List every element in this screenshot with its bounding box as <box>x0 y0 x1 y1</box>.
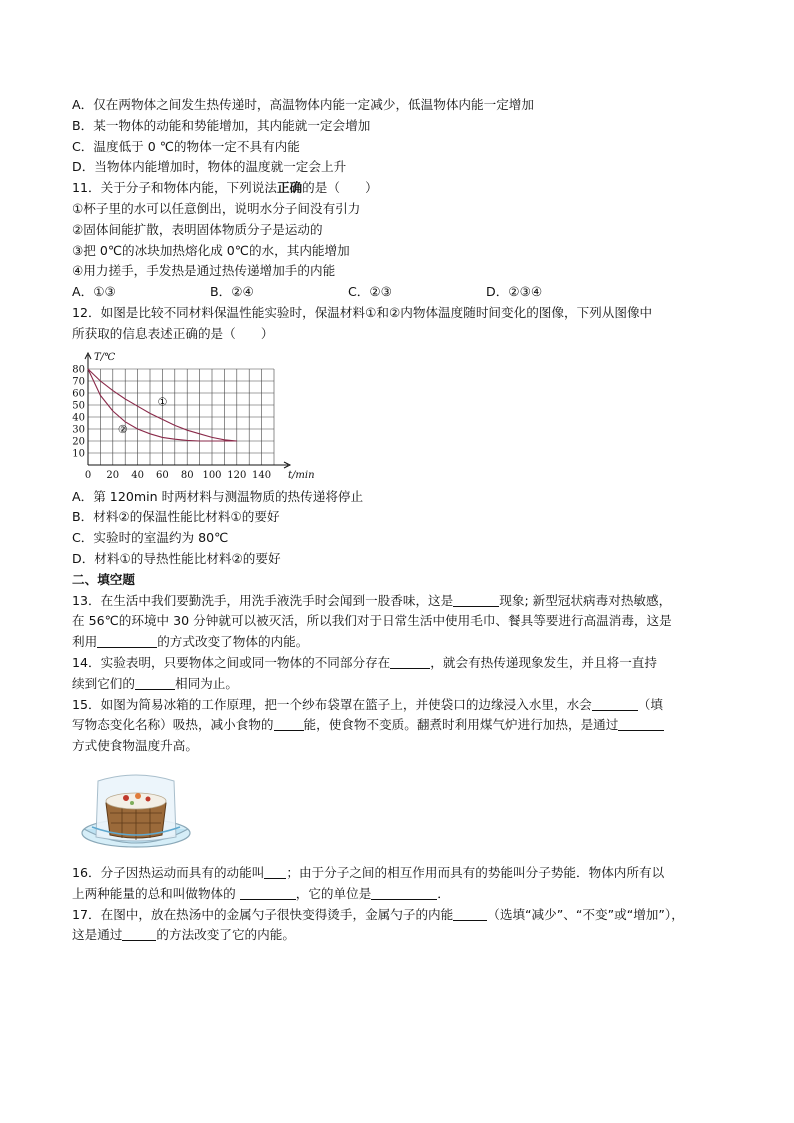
q16-blank-1[interactable] <box>264 864 286 879</box>
q16-line2: 上两种能量的总和叫做物体的 ，它的单位是 ． <box>72 885 450 901</box>
q15-line3: 方式使食物温度升高。 <box>72 738 198 754</box>
chart-axes <box>85 353 290 468</box>
section-title-fill-in: 二、填空题 <box>72 571 135 587</box>
y-axis-label: T/℃ <box>94 351 116 363</box>
x-axis-label: t/min <box>288 469 315 481</box>
q17-blank-1[interactable] <box>453 906 487 921</box>
x-tick-label: 120 <box>227 469 247 481</box>
y-tick-label: 80 <box>72 364 85 376</box>
y-tick-label: 50 <box>72 400 85 412</box>
y-tick-label: 70 <box>72 376 85 388</box>
q13-line2: 在 56℃的环境中 30 分钟就可以被灭活，所以我们对于日常生活中使用毛巾、餐具等要进行高温消毒，这是 <box>72 613 672 629</box>
q15-blank-1[interactable] <box>592 696 638 711</box>
q10-option-a: A．仅在两物体之间发生热传递时，高温物体内能一定减少，低温物体内能一定增加 <box>72 97 534 112</box>
q14-blank-2[interactable] <box>135 675 175 690</box>
y-tick-label: 20 <box>72 436 85 448</box>
q11-option-b: B．②④ <box>210 284 254 300</box>
q17-line1: 17．在图中，放在热汤中的金属勺子很快变得烫手，金属勺子的内能 （选填“减少”、“不变”或“增加”）， <box>72 906 684 922</box>
q11-stem: 11．关于分子和物体内能，下列说法正确的是（ ） <box>72 180 378 196</box>
q14-line2: 续到它们的 相同为止。 <box>72 675 238 691</box>
q13-blank-2[interactable] <box>97 633 157 648</box>
x-tick-label: 0 <box>84 469 92 481</box>
q15-blank-3[interactable] <box>618 716 664 731</box>
q11-option-a: A．①③ <box>72 284 116 300</box>
x-tick-label: 60 <box>156 469 169 481</box>
x-tick-label: 100 <box>202 469 222 481</box>
q12-stem-line1: 12．如图是比较不同材料保温性能实验时，保温材料①和②内物体温度随时间变化的图像，下列从图像中 <box>72 304 653 320</box>
chart-grid <box>88 369 274 465</box>
q12-option-b: B．材料②的保温性能比材料①的要好 <box>72 509 280 525</box>
q11-option-c: C．②③ <box>348 284 392 300</box>
x-tick-label: 80 <box>180 469 194 481</box>
x-tick-label: 140 <box>252 469 272 481</box>
q12-option-d: D．材料①的导热性能比材料②的要好 <box>72 550 281 566</box>
series-label-1: ① <box>157 394 168 408</box>
q16-blank-2[interactable] <box>240 885 296 900</box>
q14-line1: 14．实验表明，只要物体之间或同一物体的不同部分存在 ，就会有热传递现象发生，并且将一直持 <box>72 654 657 670</box>
basket-in-water-illustration <box>76 765 196 857</box>
q11-statement-4: ④用力搓手，手发热是通过热传递增加手的内能 <box>72 263 336 279</box>
q15-blank-2[interactable] <box>274 716 304 731</box>
q13-line1: 13．在生活中我们要勤洗手，用洗手液洗手时会闻到一股香味，这是 现象; 新型冠状病毒对热敏感， <box>72 592 672 608</box>
y-tick-label: 10 <box>72 448 85 460</box>
series-label-2: ② <box>117 422 128 436</box>
q11-statement-2: ②固体间能扩散，表明固体物质分子是运动的 <box>72 221 323 237</box>
q12-option-c: C．实验时的室温约为 80℃ <box>72 530 229 546</box>
q16-blank-3[interactable] <box>371 885 437 900</box>
q11-option-d: D．②③④ <box>486 284 543 300</box>
q15-line1: 15．如图为简易冰箱的工作原理，把一个纱布袋罩在篮子上，并使袋口的边缘浸入水里，水会 （填 <box>72 696 663 712</box>
q11-statement-1: ①杯子里的水可以任意倒出，说明水分子间没有引力 <box>72 200 361 216</box>
simple-fridge-illustration <box>76 765 732 857</box>
exam-page <box>72 95 732 946</box>
temperature-time-graph <box>72 349 315 485</box>
q11-options <box>72 282 732 303</box>
q17-line2: 这是通过 的方法改变了它的内能。 <box>72 927 295 943</box>
y-tick-label: 60 <box>72 388 85 400</box>
y-tick-label: 40 <box>72 412 85 424</box>
q17-blank-2[interactable] <box>122 926 156 941</box>
q15-line2: 写物态变化名称）吸热，减小食物的 能，使食物不变质。翻煮时利用煤气炉进行加热，是通过 <box>72 715 732 736</box>
q12-stem-line2: 所获取的信息表述正确的是（ ） <box>72 325 274 341</box>
q14-blank-1[interactable] <box>390 654 430 669</box>
q16-line1: 16．分子因热运动而具有的动能叫 ；由于分子之间的相互作用而具有的势能叫分子势能．物体内所有以 <box>72 864 665 880</box>
q13-blank-1[interactable] <box>453 592 499 607</box>
x-tick-label: 20 <box>106 469 120 481</box>
x-tick-label: 40 <box>131 469 144 481</box>
q10-option-d: D．当物体内能增加时，物体的温度就一定会上升 <box>72 159 347 175</box>
q10-option-c: C．温度低于 0 ℃的物体一定不具有内能 <box>72 138 300 154</box>
y-tick-label: 30 <box>72 424 85 436</box>
q11-statement-3: ③把 0℃的冰块加热熔化成 0℃的水，其内能增加 <box>72 242 350 258</box>
q12-option-a: A．第 120min 时两材料与测温物质的热传递将停止 <box>72 488 364 504</box>
q10-option-b: B．某一物体的动能和势能增加，其内能就一定会增加 <box>72 117 371 133</box>
q12-temperature-chart <box>72 349 732 485</box>
q13-line3: 利用 的方式改变了物体的内能。 <box>72 634 309 650</box>
